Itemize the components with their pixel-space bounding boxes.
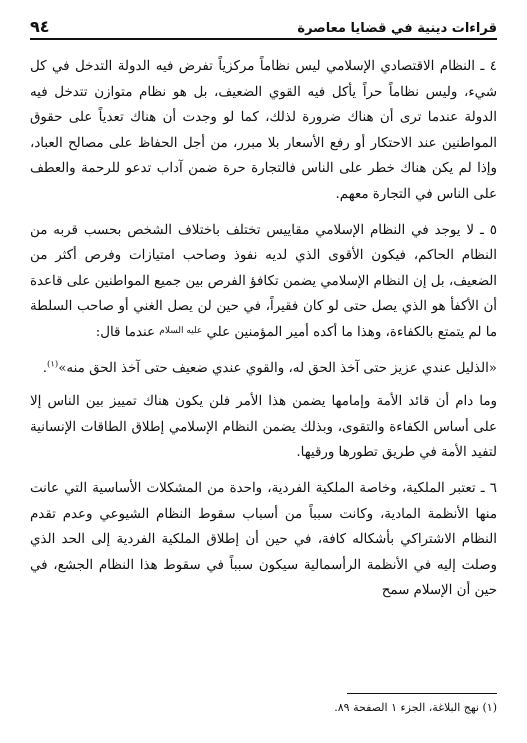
paragraph-5-end: عندما قال: <box>95 324 156 340</box>
salutation-icon: عليه السلام <box>159 325 203 336</box>
page-body <box>30 54 497 673</box>
footnote-ref[interactable]: (١) <box>47 359 59 370</box>
paragraph-5-text: ٥ ـ لا يوجد في النظام الإسلامي مقاييس تختلف باختلاف الشخص بحسب قربه من النظام الحاكم، فيكون الأقوى الذي لديه نفوذ وصاحب امتيازات وفرص أكثر من الضعيف، بل إن النظام الإسلامي يضمن تكافؤ الفرص بين جميع المواطنين على قاعدة أن الأكفأ هو الذي يصل حتى لو كان فقيراً، في حين لن يصل الغني أو صاحب السلطة ما لم يتمتع بالكفاءة، وهذا ما أكده أمير المؤمنين علي <box>30 222 497 340</box>
paragraph-after-quote: وما دام أن قائد الأمة وإمامها يضمن هذا الأمر فلن يكون هناك تمييز بين الناس إلا على أساس الكفاءة والتقوى، وبذلك يضمن النظام الإسلامي إطلاق الطاقات الإنسانية لتفيد الأمة في طريق تطورها ورقيها. <box>30 394 497 461</box>
paragraph-5 <box>30 218 497 346</box>
page-number: ٩٤ <box>30 17 50 36</box>
footnote-rule <box>347 693 497 694</box>
paragraph-6: ٦ ـ تعتبر الملكية، وخاصة الملكية الفردية، واحدة من المشكلات الأساسية التي عانت منها الأنظمة المادية، وكانت سبباً من أسباب سقوط النظام الشيوعي وعدم تقدم النظام الاشتراكي بأشكاله كافة، في حين أن إطلاق الملكية الفردية إلى الحد الذي وصلت إليه في الأنظمة الرأسمالية سيكون سبباً في سقوط هذا النظام الجشع، في حين أن الإسلام سمح <box>30 480 497 599</box>
quote-paragraph: «الذليل عندي عزيز حتى آخذ الحق له، والقوي عندي ضعيف حتى آخذ الحق منه»$^{(١)}$. <box>42 359 497 376</box>
running-title: قراءات دينية في قضايا معاصرة <box>297 21 497 36</box>
footnote: (١) نهج البلاغة، الجزء ١ الصفحة ٨٩. <box>334 701 497 714</box>
paragraph-4: ٤ ـ النظام الاقتصادي الإسلامي ليس نظاماً مركزياً تفرض فيه الدولة التدخل في كل شيء، وليس نظاماً حراً يأكل فيه القوي الضعيف، بل هو نظام متوازن تتدخل فيه الدولة عندما ترى أن هناك ضرورة لذلك، كما لو وجدت أن هناك تعدياً على حقوق المواطنين عند الاحتكار أو رفع الأسعار بلا مبرر، من أجل الحفاظ على مصالح العباد، وإذا لم يكن هناك خطر على الناس فالتجارة حرة ضمن آداب تدعو للرحمة والعطف على الناس في التجارة معهم. <box>30 59 497 202</box>
quote-text: «الذليل عندي عزيز حتى آخذ الحق له، والقوي عندي ضعيف حتى آخذ الحق منه» <box>58 360 497 376</box>
header-rule <box>30 38 497 40</box>
page-header <box>30 14 497 36</box>
